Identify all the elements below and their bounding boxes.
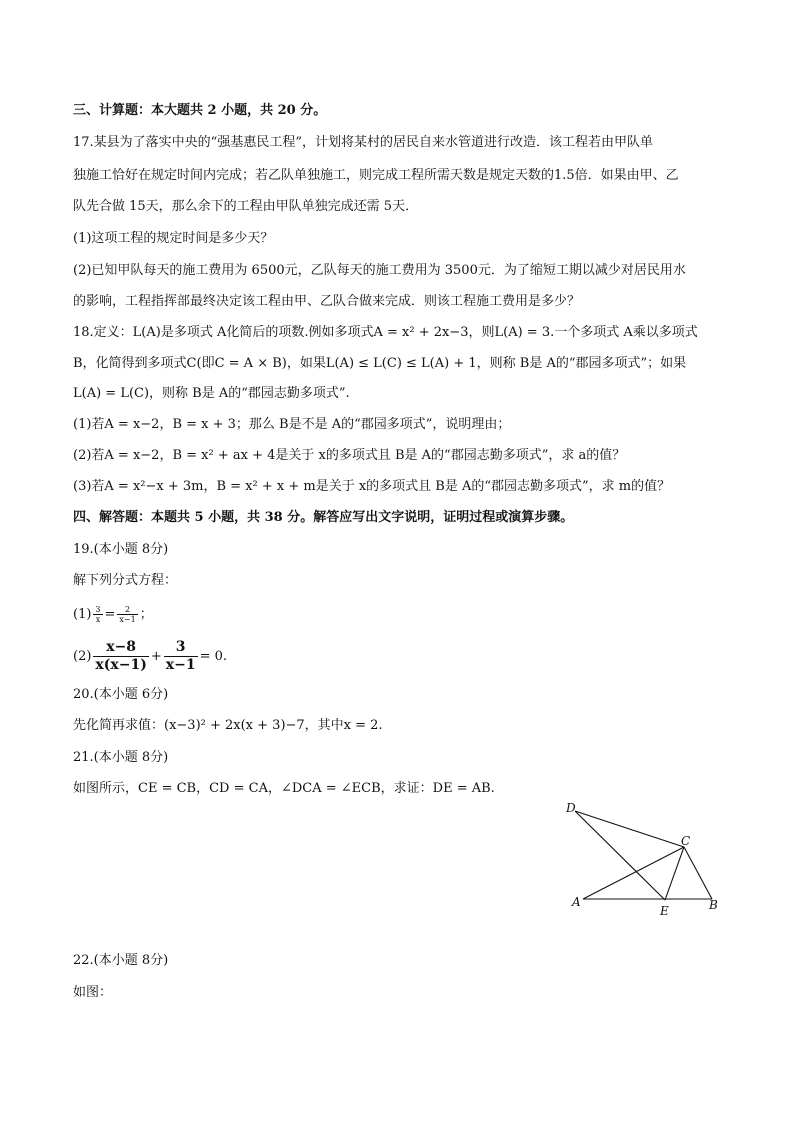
q17-line2: 独施工恰好在规定时间内完成；若乙队单独施工，则完成工程所需天数是规定天数的1.5倍．如果由甲、乙	[73, 168, 679, 183]
numerator: 3	[164, 639, 198, 657]
numerator: 2	[117, 605, 137, 615]
segment-CB	[684, 847, 712, 899]
q19-p1-label: (1)	[73, 607, 92, 622]
denominator: x(x−1)	[95, 657, 147, 673]
q19-intro: 解下列分式方程：	[73, 573, 178, 588]
point-label-A: A	[572, 895, 581, 909]
q18-line3: L(A) = L(C)，则称 B是 A的“郡园志勤多项式”.	[73, 386, 350, 401]
q21-text: 如图所示，CE = CB，CD = CA，∠DCA = ∠ECB，求证：DE = AB.	[73, 781, 495, 796]
segment-DE	[575, 811, 665, 900]
q18-part3: (3)若A = x²−x + 3m，B = x² + x + m是关于 x的多项式且 B是 A的“郡园志勤多项式”，求 m的值？	[73, 479, 671, 494]
denominator: x−1	[119, 615, 136, 624]
fraction	[117, 605, 137, 624]
q19-equation-2	[73, 637, 227, 677]
q22-title: 22.(本小题 8分)	[73, 953, 169, 968]
q18-line2: B，化简得到多项式C(即C = A × B)，如果L(A) ≤ L(C) ≤ L(A) + 1，则称 B是 A的“郡园多项式”；如果	[73, 356, 687, 371]
equals-sign: =	[104, 607, 116, 622]
semicolon: ；	[139, 607, 153, 622]
denominator: x	[95, 615, 101, 624]
q21-title: 21.(本小题 8分)	[73, 750, 169, 765]
segment-DC	[575, 811, 684, 847]
q17-part2-line1: (2)已知甲队每天的施工费用为 6500元，乙队每天的施工费用为 3500元．为了缩短工期以减少对居民用水	[73, 263, 686, 278]
equals-zero: = 0.	[199, 649, 228, 664]
q19-equation-1	[73, 600, 153, 630]
q17-line1: 17.某县为了落实中央的“强基惠民工程”，计划将某村的居民自来水管道进行改造．该工程若由甲队单	[73, 135, 653, 150]
fraction	[164, 639, 198, 674]
section3-heading: 三、计算题：本大题共 2 小题，共 20 分。	[73, 103, 327, 118]
fraction	[93, 639, 148, 674]
point-label-C: C	[681, 834, 691, 848]
segment-CA	[583, 847, 684, 899]
numerator: x−8	[93, 639, 148, 657]
plus-sign: +	[150, 649, 162, 664]
fraction	[93, 605, 102, 624]
q20-text: 先化简再求值：(x−3)² + 2x(x + 3)−7，其中x = 2.	[73, 718, 383, 733]
section4-heading: 四、解答题：本题共 5 小题，共 38 分。解答应写出文字说明，证明过程或演算步骤。	[73, 510, 574, 525]
q18-part1: (1)若A = x−2，B = x + 3；那么 B是不是 A的“郡园多项式”，说明理由；	[73, 417, 511, 432]
q22-text: 如图：	[73, 985, 113, 1000]
point-label-E: E	[660, 904, 669, 918]
q18-part2: (2)若A = x−2，B = x² + ax + 4是关于 x的多项式且 B是 A的“郡园志勤多项式”，求 a的值？	[73, 448, 626, 463]
denominator: x−1	[165, 657, 196, 673]
q17-line3: 队先合做 15天，那么余下的工程由甲队单独完成还需 5天．	[73, 199, 419, 214]
q20-title: 20.(本小题 6分)	[73, 687, 169, 702]
point-label-D: D	[566, 801, 576, 815]
q19-p2-label: (2)	[73, 649, 92, 664]
geometry-figure	[560, 795, 730, 925]
q17-part2-line2: 的影响，工程指挥部最终决定该工程由甲、乙队合做来完成．则该工程施工费用是多少？	[73, 294, 581, 309]
q19-title: 19.(本小题 8分)	[73, 542, 169, 557]
numerator: 3	[95, 605, 101, 614]
point-label-B: B	[709, 898, 718, 912]
q17-part1: (1)这项工程的规定时间是多少天？	[73, 231, 274, 246]
q18-line1: 18.定义：L(A)是多项式 A化简后的项数.例如多项式A = x² + 2x−3，则L(A) = 3.一个多项式 A乘以多项式	[73, 325, 698, 340]
